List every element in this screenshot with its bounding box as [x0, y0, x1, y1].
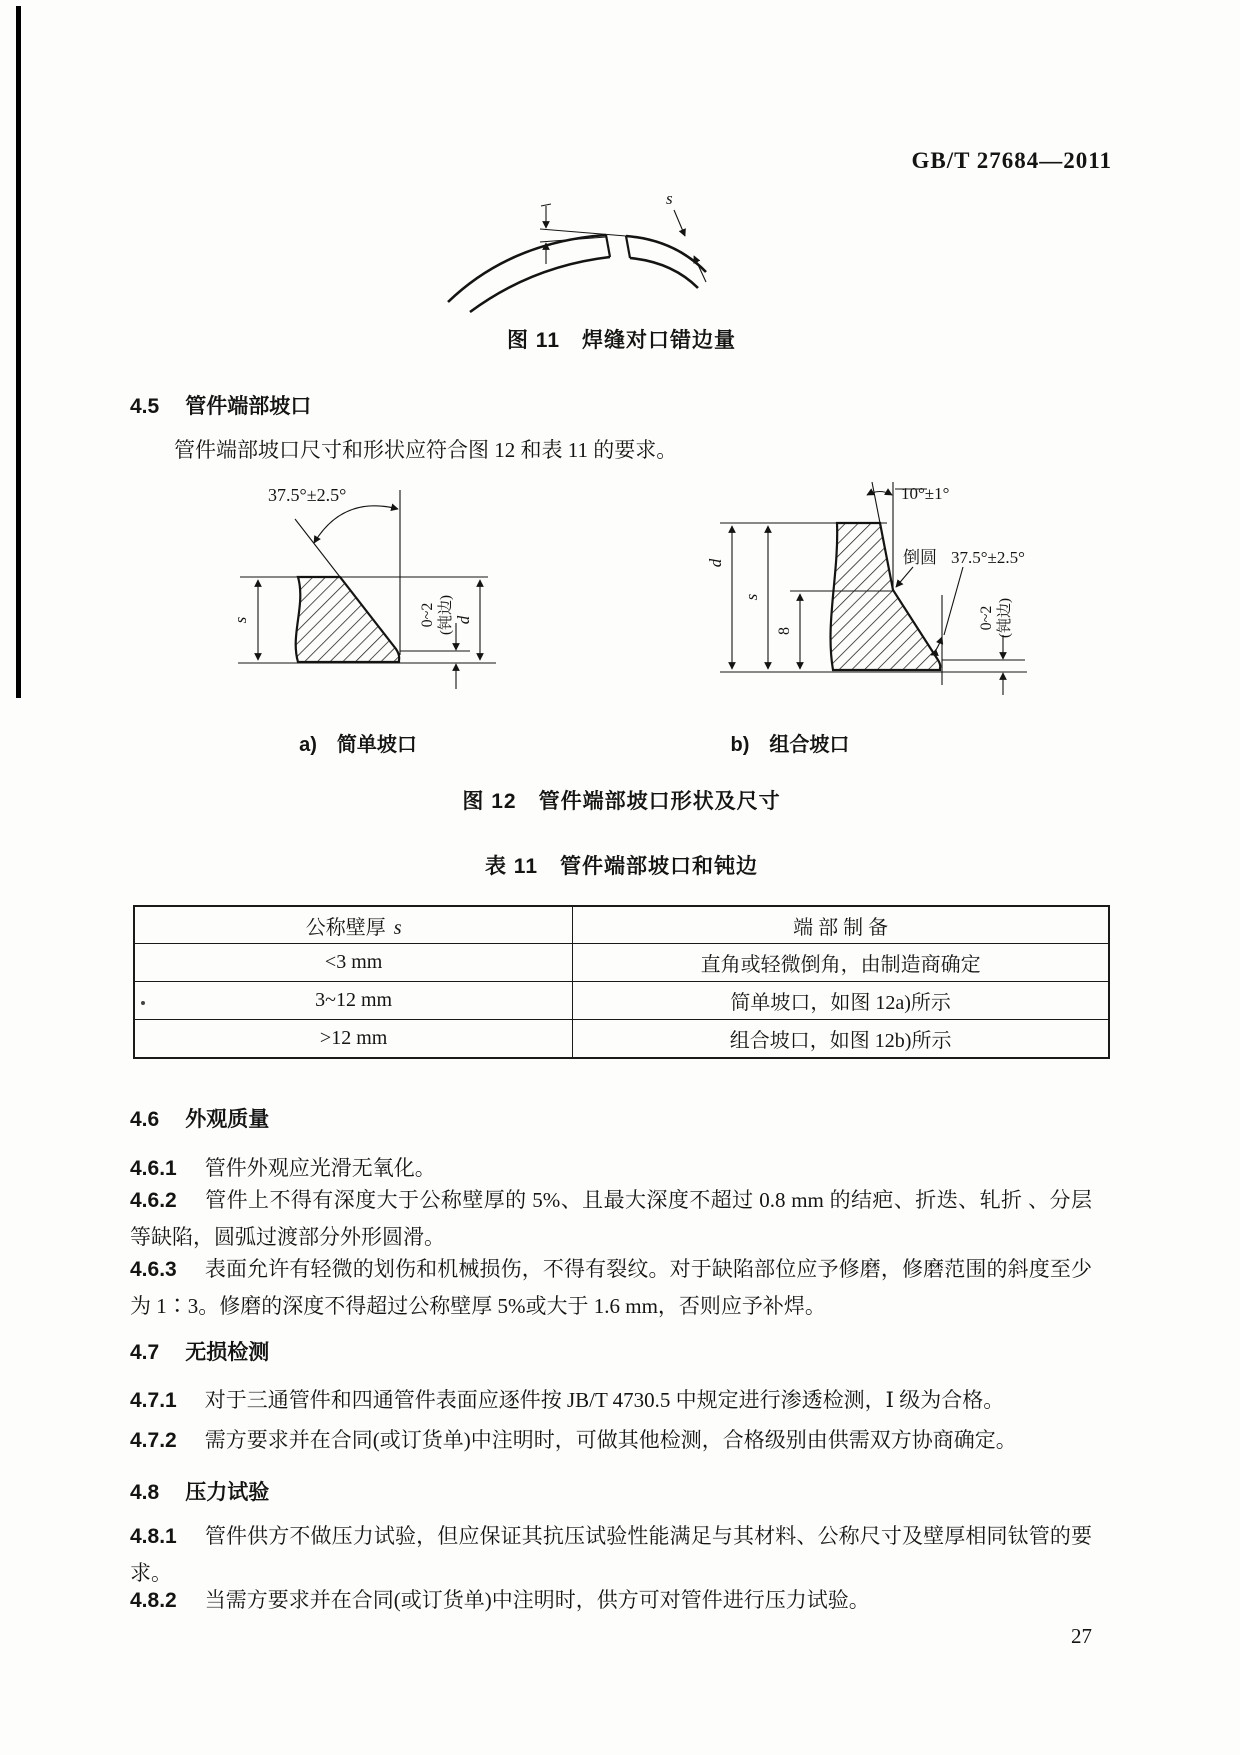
- fig12a-dim-d-label: d: [454, 615, 473, 625]
- figure-12b-caption: b) 组合坡口: [730, 734, 850, 756]
- figure-12a-simple-bevel-drawing: [218, 455, 508, 725]
- clause-number: 4.8.1: [130, 1525, 177, 1548]
- clause-4-7-1: [130, 1382, 1092, 1419]
- paragraph-text: 管件外观应光滑无氧化。: [204, 1156, 436, 1180]
- clause-4-8-1: [130, 1518, 1092, 1591]
- col-header-thickness: [134, 906, 573, 944]
- clause-number: 4.8: [130, 1481, 160, 1504]
- figure-12b-combination-bevel-drawing: [595, 455, 1035, 725]
- fig12b-dim-s-label: s: [742, 593, 761, 601]
- table-11: [133, 905, 1110, 1059]
- figure-12-caption: 图 12 管件端部坡口形状及尺寸: [462, 790, 781, 813]
- clause-4-5-heading: [130, 390, 1112, 420]
- clause-number: 4.5: [130, 395, 160, 418]
- fig12b-dim-d-label: d: [706, 558, 725, 568]
- fig12a-root-face-label: 0~2: [419, 602, 436, 628]
- cell-prep: 简单坡口，如图 12a)所示: [573, 982, 1109, 1020]
- paragraph-text: 管件供方不做压力试验，但应保证其抗压试验性能满足与其材料、公称尺寸及壁厚相同钛管的要求。: [130, 1524, 1092, 1585]
- table-header-row: [134, 906, 1109, 944]
- clause-title: 无损检测: [185, 1341, 270, 1364]
- fig12a-root-face-note: (钝边): [438, 595, 454, 635]
- clause-number: 4.6: [130, 1108, 160, 1131]
- figure-12a-caption: a) 简单坡口: [299, 734, 417, 756]
- paragraph-text: 对于三通管件和四通管件表面应逐件按 JB/T 4730.5 中规定进行渗透检测，Ⅰ 级为合格。: [204, 1388, 1005, 1412]
- fig12b-angle-combo-label: 37.5°±2.5°: [951, 548, 1025, 567]
- clause-number: 4.7: [130, 1341, 160, 1364]
- clause-number: 4.6.1: [130, 1157, 177, 1180]
- table-row: [134, 982, 1109, 1020]
- fig12a-angle-label: 37.5°±2.5°: [268, 485, 347, 505]
- fig12b-angle-land-label: 10°±1°: [901, 484, 950, 503]
- cell-thickness: <3 mm: [134, 944, 573, 982]
- table-11-title: 表 11 管件端部坡口和钝边: [484, 855, 759, 878]
- cell-thickness: >12 mm: [134, 1020, 573, 1059]
- clause-number: 4.6.3: [130, 1258, 177, 1281]
- clause-4-8-2: [130, 1582, 1092, 1619]
- clause-4-7-2: [130, 1422, 1092, 1459]
- fig12b-dim-8-label: 8: [776, 627, 793, 635]
- paragraph-text: 当需方要求并在合同(或订货单)中注明时，供方可对管件进行压力试验。: [204, 1588, 870, 1612]
- fig12b-fillet-label: 倒圆: [903, 548, 937, 567]
- table-row: [134, 944, 1109, 982]
- scan-artifact-line: [16, 6, 21, 698]
- clause-number: 4.7.1: [130, 1389, 177, 1412]
- header-text: 公称壁厚: [305, 916, 386, 939]
- table-row: [134, 1020, 1109, 1059]
- figure-11-weld-misalignment-drawing: [440, 180, 720, 325]
- clause-4-8-heading: [130, 1476, 1112, 1506]
- paragraph-text: 管件上不得有深度大于公称壁厚的 5%、且最大深度不超过 0.8 mm 的结疤、折迭、轧折 、分层等缺陷，圆弧过渡部分外形圆滑。: [130, 1188, 1092, 1249]
- paragraph-text: 需方要求并在合同(或订货单)中注明时，可做其他检测，合格级别由供需双方协商确定。: [204, 1428, 1017, 1452]
- fig11-dim-s-label: s: [666, 189, 673, 208]
- fig12b-root-face-label: 0~2: [978, 605, 995, 631]
- cell-thickness: 3~12 mm: [134, 982, 573, 1020]
- cell-prep: 直角或轻微倒角，由制造商确定: [573, 944, 1109, 982]
- paragraph-text: 管件端部坡口尺寸和形状应符合图 12 和表 11 的要求。: [174, 438, 678, 462]
- col-header-prep: 端 部 制 备: [573, 906, 1109, 944]
- fig12b-root-face-note: (钝边): [997, 598, 1013, 638]
- clause-4-6-2: [130, 1182, 1092, 1255]
- clause-number: 4.6.2: [130, 1189, 177, 1212]
- cell-prep: 组合坡口，如图 12b)所示: [573, 1020, 1109, 1059]
- fig12a-dim-s-label: s: [231, 616, 250, 624]
- clause-title: 管件端部坡口: [185, 395, 312, 418]
- clause-4-6-3: [130, 1251, 1092, 1324]
- clause-4-6-heading: [130, 1103, 1112, 1133]
- clause-number: 4.8.2: [130, 1589, 177, 1612]
- clause-number: 4.7.2: [130, 1429, 177, 1452]
- clause-title: 外观质量: [185, 1108, 270, 1131]
- page-number: 27: [1071, 1624, 1092, 1648]
- clause-4-7-heading: [130, 1336, 1112, 1366]
- paragraph-text: 表面允许有轻微的划伤和机械损伤，不得有裂纹。对于缺陷部位应予修磨，修磨范围的斜度至少为 1∶3。修磨的深度不得超过公称壁厚 5%或大于 1.6 mm，否则应予补焊。: [130, 1257, 1092, 1318]
- header-variable: s: [393, 916, 402, 939]
- clause-title: 压力试验: [185, 1481, 270, 1504]
- figure-11-caption: 图 11 焊缝对口错边量: [506, 329, 737, 352]
- standard-code: GB/T 27684—2011: [911, 148, 1112, 173]
